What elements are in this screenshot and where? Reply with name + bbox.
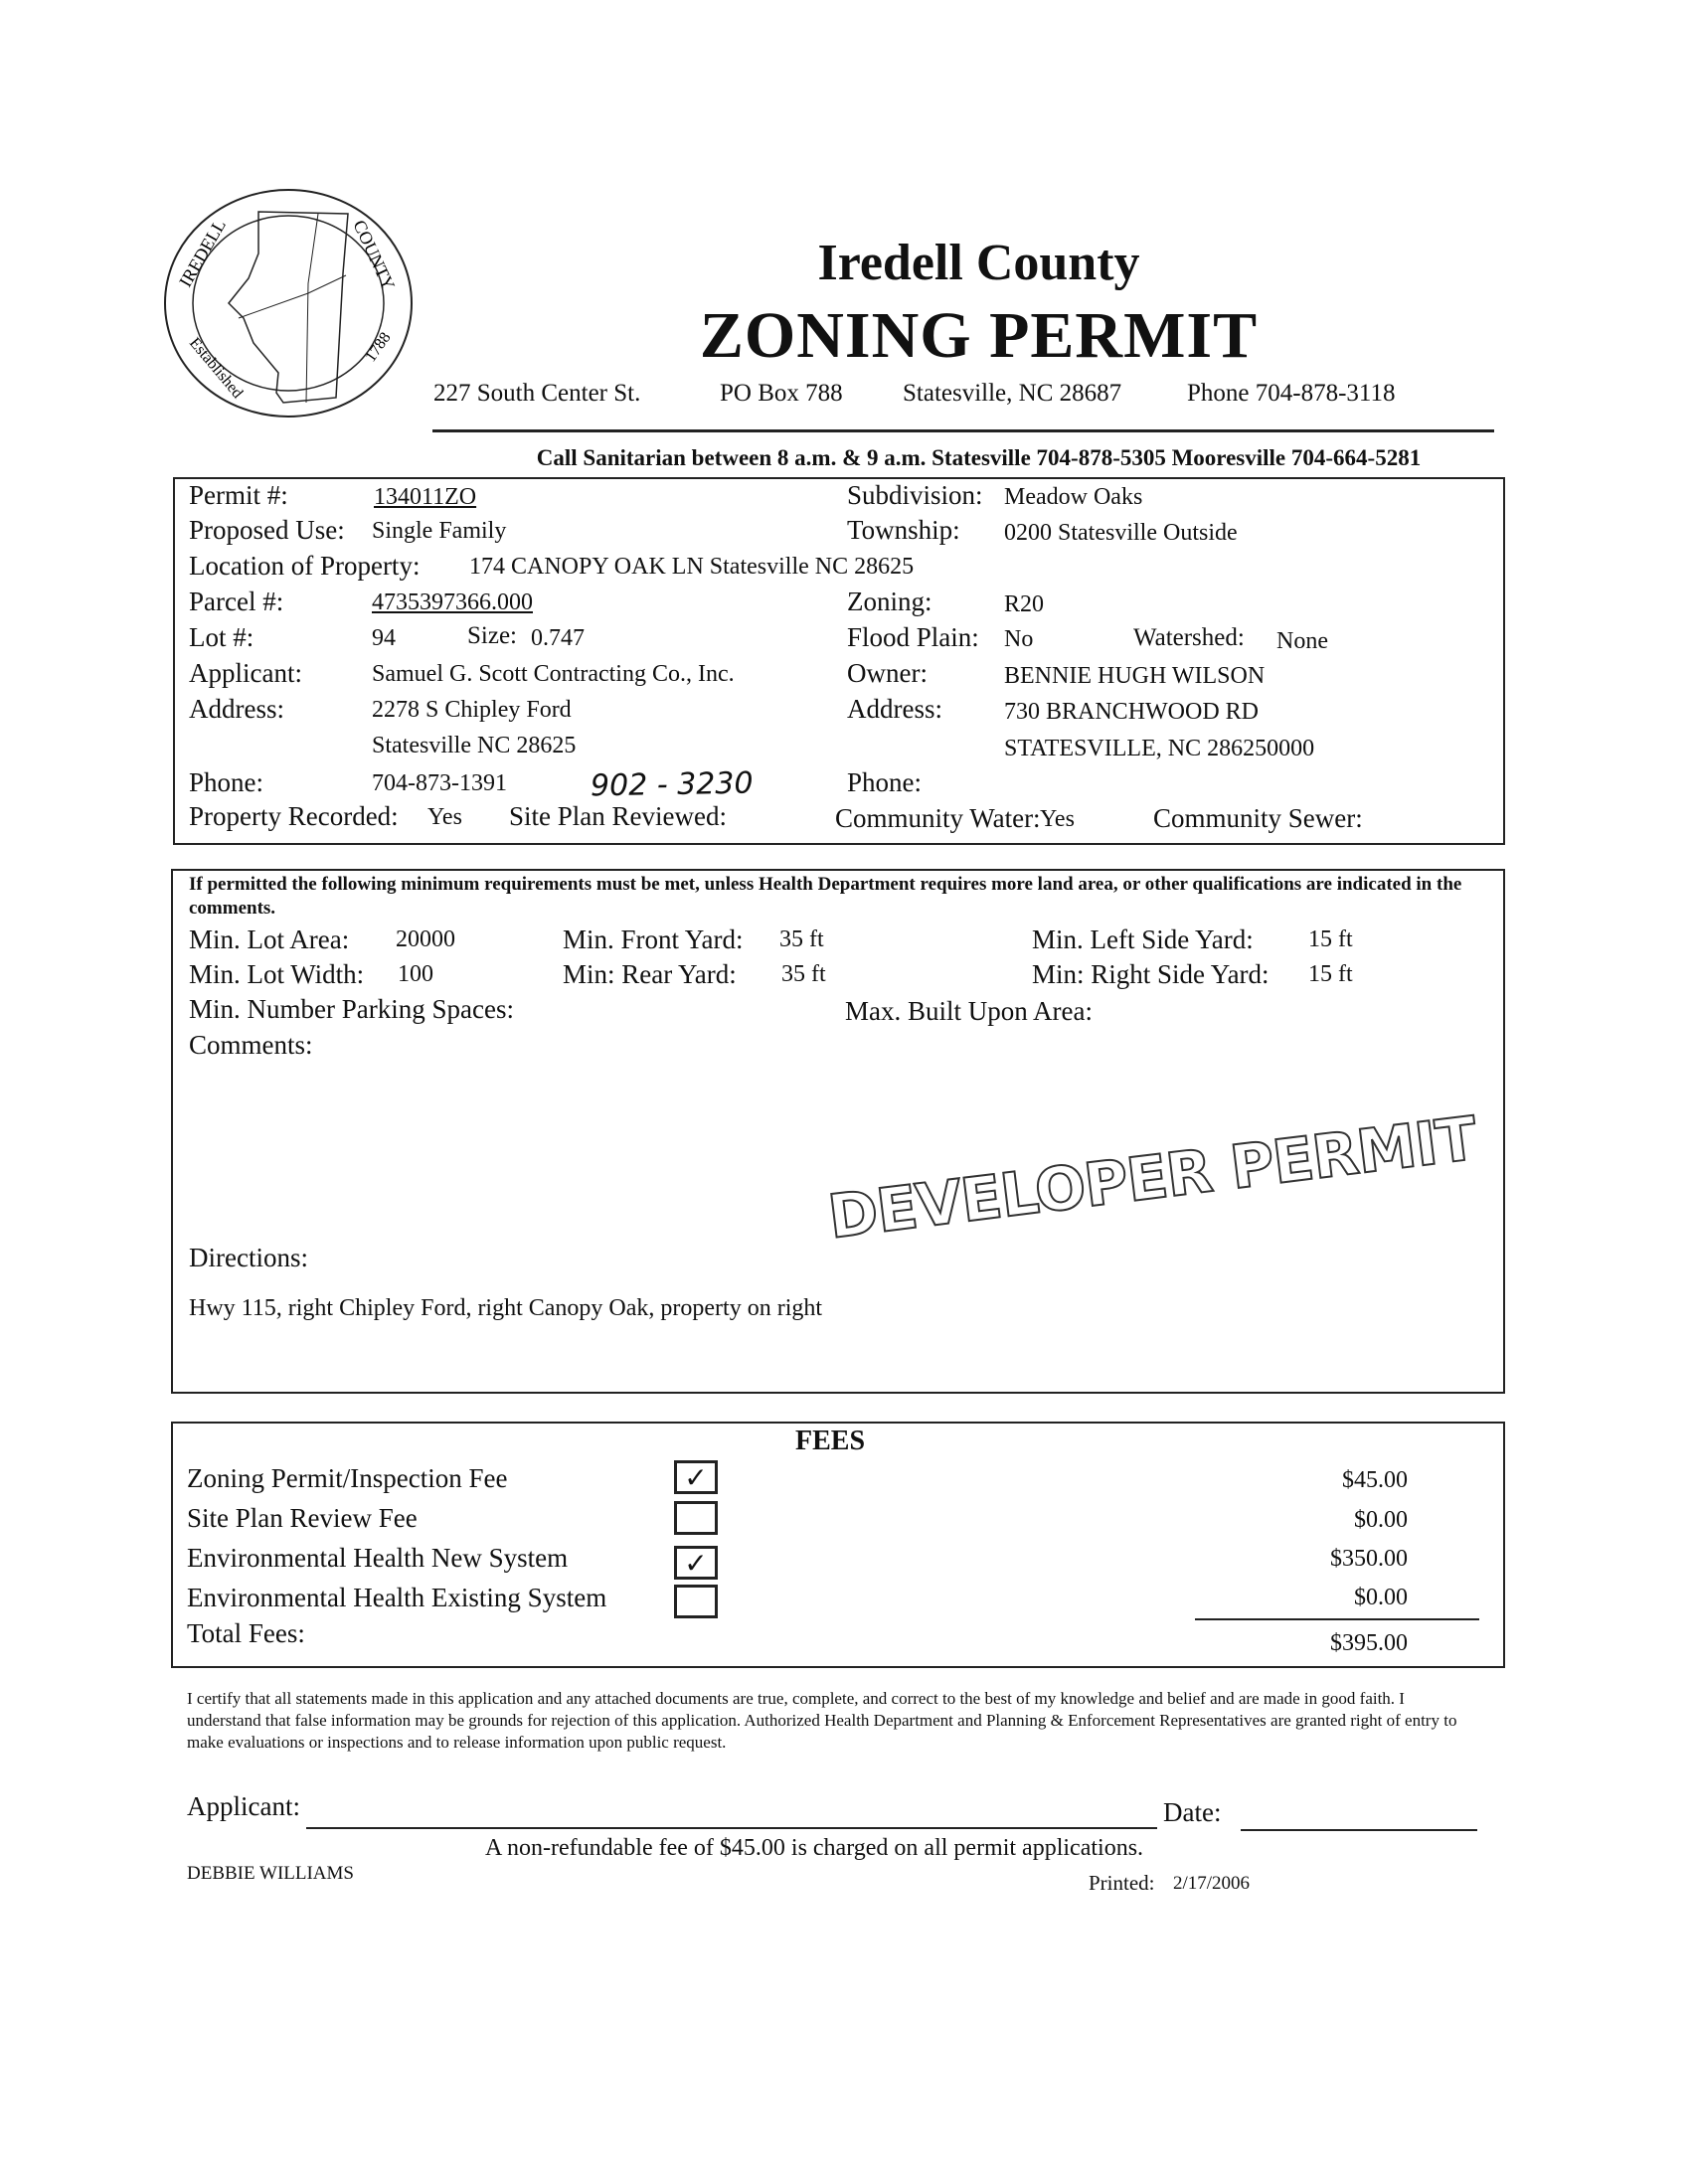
watershed-value: None xyxy=(1276,628,1328,654)
permit-label: Permit #: xyxy=(189,480,288,510)
min-lot-area-label: Min. Lot Area: xyxy=(189,924,350,954)
zoning-value: R20 xyxy=(1004,591,1045,617)
county-title: Iredell County xyxy=(817,235,1140,291)
zoning-label: Zoning: xyxy=(847,587,932,616)
office-city: Statesville, NC 28687 xyxy=(903,380,1122,407)
owner-label: Owner: xyxy=(847,658,928,688)
printed-label: Printed: xyxy=(1089,1871,1155,1895)
fee-amount-site-plan: $0.00 xyxy=(1354,1507,1408,1533)
subdivision-label: Subdivision: xyxy=(847,480,983,510)
location-value: 174 CANOPY OAK LN Statesville NC 28625 xyxy=(469,554,915,580)
svg-text:Established: Established xyxy=(185,334,247,403)
applicant-signature-label: Applicant: xyxy=(187,1791,300,1821)
subdivision-value: Meadow Oaks xyxy=(1004,484,1143,510)
watershed-label: Watershed: xyxy=(1133,624,1245,651)
parcel-label: Parcel #: xyxy=(189,587,284,616)
office-phone: Phone 704-878-3118 xyxy=(1187,380,1396,407)
fee-checkbox-site-plan[interactable] xyxy=(674,1501,718,1535)
min-right-yard-label: Min: Right Side Yard: xyxy=(1032,959,1270,989)
document-title: ZONING PERMIT xyxy=(699,299,1259,372)
flood-plain-label: Flood Plain: xyxy=(847,622,979,652)
sewer-label: Community Sewer: xyxy=(1153,803,1363,833)
township-value: 0200 Statesville Outside xyxy=(1004,520,1238,546)
address-label: Address: xyxy=(189,694,284,724)
size-label: Size: xyxy=(467,622,517,649)
proposed-use-value: Single Family xyxy=(372,518,507,544)
min-rear-yard-value: 35 ft xyxy=(781,961,826,987)
min-left-yard-label: Min. Left Side Yard: xyxy=(1032,924,1254,954)
location-label: Location of Property: xyxy=(189,551,421,581)
fee-checkbox-eh-existing[interactable] xyxy=(674,1585,718,1618)
permit-number: 134011ZO xyxy=(374,484,477,510)
address-line2: Statesville NC 28625 xyxy=(372,733,577,758)
owner-value: BENNIE HUGH WILSON xyxy=(1004,663,1266,689)
fee-label-site-plan: Site Plan Review Fee xyxy=(187,1503,418,1533)
lot-label: Lot #: xyxy=(189,622,254,652)
address-line1: 2278 S Chipley Ford xyxy=(372,697,572,723)
min-left-yard-value: 15 ft xyxy=(1308,926,1353,952)
township-label: Township: xyxy=(847,515,960,545)
printed-date: 2/17/2006 xyxy=(1173,1873,1251,1894)
flood-plain-value: No xyxy=(1004,626,1034,652)
phone-label: Phone: xyxy=(189,767,264,797)
certification-text: I certify that all statements made in this application and any attached documents are true, complete, and correct to the best of my knowledge and belief and are made in good faith. I understand that false information may be grounds for rejection of this application. Authorized Health Department and Planning & Enforcement Representatives are granted right of entry to make evaluations or inspections and to release information upon public request. xyxy=(187,1689,1457,1752)
office-po-box: PO Box 788 xyxy=(720,380,843,407)
requirements-notice: If permitted the following minimum requirements must be met, unless Health Department requires more land area, or other qualifications are indicated in the comments. xyxy=(189,874,1462,919)
developer-permit-stamp: DEVELOPER PERMIT xyxy=(824,1103,1480,1253)
water-label: Community Water: xyxy=(835,803,1041,833)
fee-amount-eh-new: $350.00 xyxy=(1330,1546,1408,1572)
fees-title: FEES xyxy=(795,1426,866,1456)
fee-amount-zoning: $45.00 xyxy=(1342,1467,1408,1493)
fee-label-zoning: Zoning Permit/Inspection Fee xyxy=(187,1463,508,1493)
fee-label-eh-new: Environmental Health New System xyxy=(187,1543,569,1573)
parcel-value: 4735397366.000 xyxy=(372,589,533,615)
directions-value: Hwy 115, right Chipley Ford, right Canopy Oak, property on right xyxy=(189,1295,823,1321)
min-rear-yard-label: Min: Rear Yard: xyxy=(563,959,737,989)
svg-text:1788: 1788 xyxy=(362,329,395,366)
lot-value: 94 xyxy=(372,625,396,651)
owner-address-label: Address: xyxy=(847,694,942,724)
header-divider xyxy=(432,429,1494,432)
fee-amount-eh-existing: $0.00 xyxy=(1354,1585,1408,1610)
date-label: Date: xyxy=(1163,1797,1222,1827)
applicant-signature-line[interactable] xyxy=(306,1827,1157,1829)
fee-notice: A non-refundable fee of $45.00 is charged on all permit applications. xyxy=(485,1835,1144,1861)
site-plan-label: Site Plan Reviewed: xyxy=(509,801,727,831)
min-lot-area-value: 20000 xyxy=(396,926,455,952)
total-fees-value: $395.00 xyxy=(1330,1630,1408,1656)
directions-label: Directions: xyxy=(189,1243,308,1272)
parking-label: Min. Number Parking Spaces: xyxy=(189,994,514,1024)
fee-checkbox-eh-new[interactable]: ✓ xyxy=(674,1546,718,1580)
size-value: 0.747 xyxy=(531,625,585,651)
min-right-yard-value: 15 ft xyxy=(1308,961,1353,987)
proposed-use-label: Proposed Use: xyxy=(189,515,345,545)
handwritten-phone: 902 - 3230 xyxy=(590,765,754,804)
comments-label: Comments: xyxy=(189,1030,313,1060)
applicant-value: Samuel G. Scott Contracting Co., Inc. xyxy=(372,661,735,687)
recorded-value: Yes xyxy=(427,804,462,830)
office-street: 227 South Center St. xyxy=(433,380,641,407)
recorded-label: Property Recorded: xyxy=(189,801,399,831)
owner-address-line2: STATESVILLE, NC 286250000 xyxy=(1004,736,1315,761)
applicant-label: Applicant: xyxy=(189,658,302,688)
svg-text:COUNTY: COUNTY xyxy=(349,217,400,293)
date-line[interactable] xyxy=(1241,1829,1477,1831)
fee-checkbox-zoning[interactable]: ✓ xyxy=(674,1460,718,1494)
svg-text:IREDELL: IREDELL xyxy=(175,216,230,290)
min-front-yard-label: Min. Front Yard: xyxy=(563,924,744,954)
phone-value: 704-873-1391 xyxy=(372,770,507,796)
clerk-name: DEBBIE WILLIAMS xyxy=(187,1863,354,1884)
fee-label-eh-existing: Environmental Health Existing System xyxy=(187,1583,607,1612)
owner-address-line1: 730 BRANCHWOOD RD xyxy=(1004,699,1260,725)
min-front-yard-value: 35 ft xyxy=(779,926,824,952)
min-lot-width-label: Min. Lot Width: xyxy=(189,959,365,989)
sanitarian-notice: Call Sanitarian between 8 a.m. & 9 a.m. Statesville 704-878-5305 Mooresville 704-664-5281 xyxy=(536,445,1422,470)
min-lot-width-value: 100 xyxy=(398,961,433,987)
total-fees-label: Total Fees: xyxy=(187,1618,305,1648)
max-built-label: Max. Built Upon Area: xyxy=(845,996,1093,1026)
water-value: Yes xyxy=(1040,806,1075,832)
owner-phone-label: Phone: xyxy=(847,767,923,797)
total-divider xyxy=(1195,1618,1479,1620)
